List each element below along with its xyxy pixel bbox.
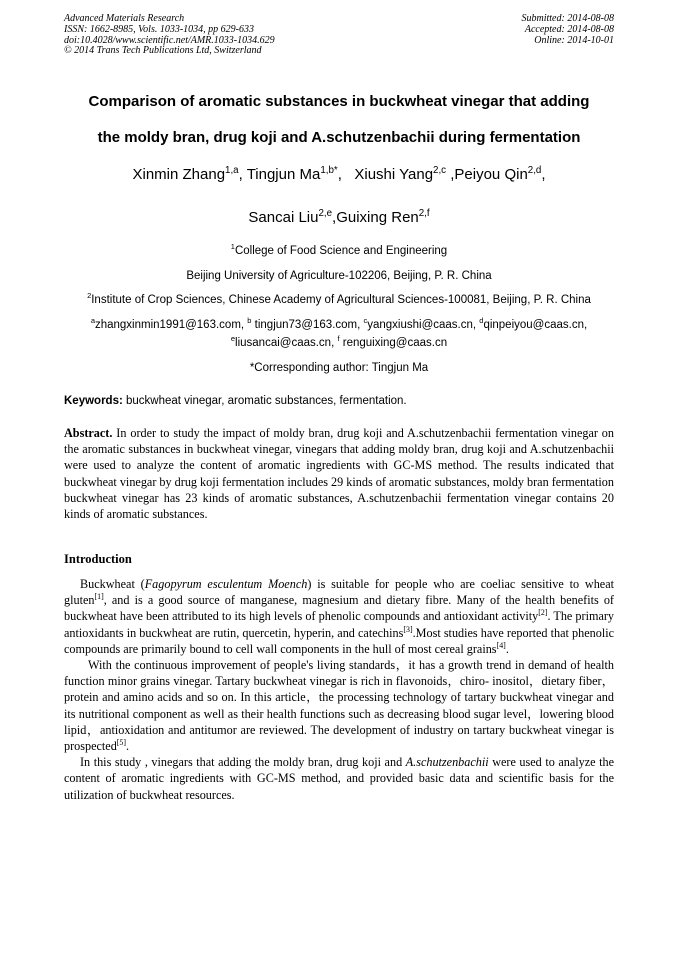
- email-c: yangxiushi@caas.cn,: [367, 319, 480, 331]
- author-sep: ,: [446, 166, 455, 183]
- affiliation-2: [20, 291, 658, 306]
- text-run: . The primary antioxidants in buckwheat are rutin, quercetin, hyperin, and catechins: [64, 609, 615, 640]
- citation: [2]: [538, 608, 548, 618]
- affiliation-1-line-1: [20, 242, 658, 257]
- email-f: renguixing@caas.cn: [339, 337, 448, 349]
- author-name: Xiushi Yang: [354, 166, 434, 183]
- author-sup: 2,c: [433, 165, 447, 176]
- citation: [5]: [116, 737, 127, 747]
- email-sup: d: [479, 316, 484, 326]
- text-run: .: [505, 641, 509, 656]
- journal-info: [64, 14, 275, 57]
- submitted-date: Submitted: 2014-08-08: [521, 13, 614, 24]
- affiliation-text: Institute of Crop Sciences, Chinese Academy of Agricultural Sciences-100081, Beijing, P. R. China: [91, 294, 591, 306]
- citation: [1]: [94, 592, 104, 602]
- abstract-paragraph: [64, 425, 614, 522]
- author-line-2: [20, 209, 658, 226]
- email-a: zhangxinmin1991@163.com,: [94, 319, 248, 331]
- introduction-body: [64, 576, 614, 803]
- text-run: .Most studies have reported that phenolic compounds are primarily bound to cell wall components in the hull of most cereal grains: [64, 625, 615, 656]
- author-name: Tingjun Ma: [246, 166, 321, 183]
- citation: [4]: [496, 640, 506, 650]
- author-name: Xinmin Zhang: [132, 166, 226, 183]
- email-sup: f: [337, 334, 340, 344]
- author-sep: ,: [337, 166, 355, 183]
- abstract-label: Abstract.: [64, 426, 113, 440]
- species-name: Fagopyrum esculentum Moench: [144, 577, 308, 591]
- title-line-1: Comparison of aromatic substances in buckwheat vinegar that adding: [88, 93, 590, 110]
- email-d: qinpeiyou@caas.cn,: [483, 319, 588, 331]
- email-line-1: [40, 316, 638, 334]
- journal-name: Advanced Materials Research: [64, 13, 185, 24]
- author-line-1: [20, 166, 658, 183]
- issn-line: ISSN: 1662-8985, Vols. 1033-1034, pp 629-633: [64, 23, 254, 35]
- email-b: tingjun73@163.com,: [251, 319, 364, 331]
- text-run: .: [126, 739, 130, 754]
- introduction-heading: Introduction: [64, 552, 132, 566]
- affiliation-text: College of Food Science and Engineering: [234, 245, 448, 257]
- text-run: , and is a good source of manganese, magnesium and dietary fibre. Many of the health benefits of buckwheat have been attributed to its high levels of phenolic compounds and antioxidant activity: [64, 593, 614, 624]
- affiliation-sup: 2: [87, 291, 92, 301]
- text-run: Buckwheat (: [80, 577, 145, 591]
- intro-paragraph-1: [64, 576, 614, 657]
- doi-line: doi:10.4028/www.scientific.net/AMR.1033-1034.629: [64, 34, 275, 46]
- email-e: liusancai@caas.cn,: [235, 337, 338, 349]
- email-sup: c: [363, 316, 368, 326]
- paper-title: [40, 92, 638, 164]
- text-run: With the continuous improvement of people's living standards，it has a growth trend in demand of health function minor grains vinegar. Tartary buckwheat vinegar is rich in flavonoids，chiro- inositol，dietary fiber，protein and amino acids and so on. In this article，the processing technology of tartary buckwheat vinegar and its nutritional component as well as their health functions such as decreasing blood sugar level，lowering blood lipid，antioxidation and antitumor are reviewed. The development of industry on tartary buckwheat vinegar is prospected: [64, 658, 614, 754]
- keywords-label: Keywords:: [64, 395, 123, 407]
- title-line-2: the moldy bran, drug koji and A.schutzenbachii during fermentation: [97, 129, 581, 146]
- abstract: [64, 425, 614, 522]
- affiliation-1-line-2: Beijing University of Agriculture-102206, Beijing, P. R. China: [186, 270, 492, 282]
- keywords: [64, 395, 614, 407]
- submission-dates: [522, 14, 615, 46]
- corresponding-author: *Corresponding author: Tingjun Ma: [249, 362, 429, 374]
- author-sup: 2,d: [527, 165, 542, 176]
- text-run: ) is suitable for people who are coeliac sensitive to wheat gluten: [64, 577, 614, 608]
- accepted-date: Accepted: 2014-08-08: [524, 23, 614, 35]
- author-sep: ,: [238, 166, 247, 183]
- author-name: Sancai Liu: [248, 209, 319, 226]
- email-sup: b: [247, 316, 252, 326]
- author-sep: ,: [541, 166, 546, 183]
- author-sep: ,: [332, 209, 337, 226]
- intro-paragraph-2: [64, 657, 614, 754]
- email-line-2: [40, 334, 638, 352]
- author-sup: 1,a: [225, 165, 239, 176]
- author-sup: 1,b*: [320, 165, 338, 176]
- text-run: In this study , vinegars that adding the moldy bran, drug koji and: [80, 755, 406, 770]
- citation: [3]: [403, 624, 413, 634]
- author-sup: 2,f: [418, 208, 430, 219]
- online-date: Online: 2014-10-01: [534, 34, 614, 46]
- email-sup: e: [230, 334, 236, 344]
- author-emails: [40, 316, 638, 352]
- text-run: were used to analyze the content of aromatic ingredients with GC-MS method, and provided basic data and scientific basis for the utilization of buckwheat resources.: [64, 755, 614, 802]
- email-sup: a: [90, 316, 95, 326]
- species-name: A.schutzenbachii: [405, 755, 489, 770]
- copyright-line: © 2014 Trans Tech Publications Ltd, Switzerland: [64, 45, 262, 57]
- author-sup: 2,e: [318, 208, 333, 219]
- abstract-text: In order to study the impact of moldy bran, drug koji and A.schutzenbachii fermentation vinegar on the aromatic substances in buckwheat vinegar, vinegars that adding moldy bran, drug koji and A.schutzenbachii were used to analyze the content of aromatic ingredients with GC-MS method. The results indicated that buckwheat vinegar by drug koji fermentation includes 29 kinds of aromatic substances, moldy bran fermentation buckwheat vinegar has 23 kinds of aromatic substances, A.schutzenbachii fermentation vinegar contains 20 kinds of aromatic substances.: [64, 426, 614, 522]
- intro-paragraph-3: [64, 754, 614, 803]
- author-name: Guixing Ren: [336, 209, 419, 226]
- affiliation-sup: 1: [230, 242, 235, 252]
- keywords-text: buckwheat vinegar, aromatic substances, fermentation.: [122, 395, 407, 407]
- author-name: Peiyou Qin: [454, 166, 528, 183]
